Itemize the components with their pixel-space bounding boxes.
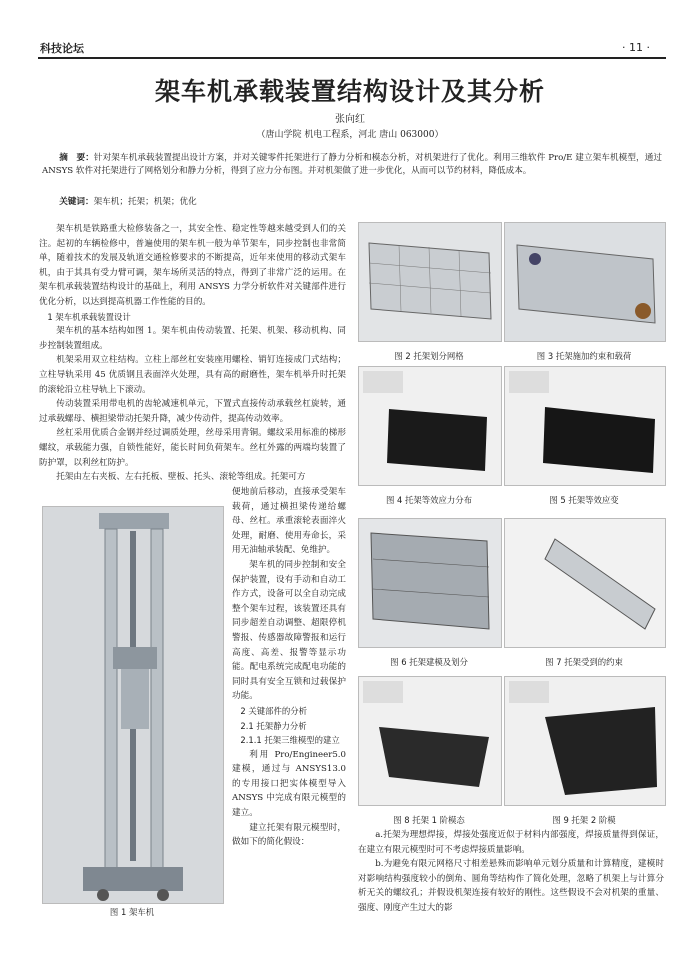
keywords-text: 架车机；托架；机架；优化 — [93, 197, 197, 207]
subsection-heading: 2.1 托架静力分析 — [240, 720, 307, 731]
figure-5-image — [504, 366, 666, 486]
subsubsection-heading: 2.1.1 托架三维模型的建立 — [240, 735, 340, 746]
mesh-drawing — [359, 223, 501, 341]
paragraph: 架车机是铁路重大检修装备之一，其安全性、稳定性等越来越受到人们的关注。起初的车辆检修中，普遍使用的架车机一般为单节架车，同步控制也非常简单，随着技术的发展及轨道交通检修要求的不断提高，近年来使用的移动式架车机，由于其具有受力臂可调，架车场所灵活的特点，得到了非常广泛的运用。在架车机承载装置结构设计的基础上，利用 ANSYS 力学分析软件对关键部件进行优化分析，以达到提高机器工作性能的目的。 — [39, 224, 346, 307]
car-lift-drawing — [43, 507, 223, 903]
mode-2-drawing — [505, 677, 665, 805]
body-column-left — [39, 222, 346, 485]
figure-6-caption: 图 6 托架建模及划分 — [390, 657, 468, 667]
figure-1-caption: 图 1 架车机 — [109, 907, 155, 917]
figure-9-image — [504, 676, 666, 806]
model-mesh-drawing — [359, 519, 501, 647]
page-number: · 11 · — [622, 41, 650, 54]
paragraph: 便地前后移动，直接承受架车载荷，通过横担梁传递给螺母、丝杠。承重滚轮表面淬火处理，耐磨、使用寿命长，采用无油轴承装配、免维护。 — [232, 487, 346, 556]
constraint-view-drawing — [505, 519, 665, 647]
keywords-label: 关键词： — [59, 197, 94, 207]
stress-drawing — [359, 367, 501, 485]
author: 张向红 — [335, 114, 365, 125]
paragraph: 建立托架有限元模型时，做如下的简化假设： — [232, 822, 346, 848]
paragraph: a.托架为理想焊接，焊接处强度近似于材料内部强度，焊接质量得到保证，在建立有限元模型时可不考虑焊接质量影响。 — [358, 830, 664, 855]
figure-6-image — [358, 518, 502, 648]
figure-4-image — [358, 366, 502, 486]
paragraph: 架车机的基本结构如图 1。架车机由传动装置、托架、机架、移动机构、同步控制装置组成。 — [39, 326, 346, 351]
figure-1-image — [42, 506, 224, 904]
figure-7-image — [504, 518, 666, 648]
figure-7-caption: 图 7 托架受到的约束 — [545, 657, 623, 667]
figure-8-caption: 图 8 托架 1 阶模态 — [393, 815, 465, 825]
paper-title: 架车机承载装置结构设计及其分析 — [154, 77, 545, 106]
figure-3-caption: 图 3 托架施加约束和载荷 — [536, 351, 632, 361]
section-heading: 1 架车机承载装置设计 — [47, 311, 131, 322]
abstract-label: 摘 要： — [59, 153, 94, 163]
journal-name: 科技论坛 — [40, 42, 84, 55]
figure-2-image — [358, 222, 502, 342]
figure-9-caption: 图 9 托架 2 阶模 — [552, 815, 616, 825]
strain-drawing — [505, 367, 665, 485]
figure-4-caption: 图 4 托架等效应力分布 — [385, 495, 473, 505]
paragraph: 传动装置采用带电机的齿轮减速机单元，下置式直接传动承载丝杠旋转，通过承载螺母、横担梁带动托架升降，减少传动件，提高传动效率。 — [39, 399, 346, 424]
figure-2-caption: 图 2 托架划分网格 — [394, 351, 464, 361]
constraint-drawing — [505, 223, 665, 341]
body-column-left-narrow — [232, 485, 346, 850]
mode-1-drawing — [359, 677, 501, 805]
paragraph: 机架采用双立柱结构。立柱上部丝杠安装座用螺栓、销钉连接成门式结构；立柱导轨采用 45 优质钢且表面淬火处理，具有高的耐磨性，架车机举升时托架的滚轮沿立柱导轨上下滚动。 — [39, 355, 346, 395]
paragraph: 架车机的同步控制和安全保护装置，设有手动和自动工作方式，设备可以全自动完成整个架车过程，该装置还具有同步超差自动调整、超限停机警报、传感器故障警报和运行高度、高差、报警等显示功能。配电系统完成配电功能的同时具有安全互锁和过载保护功能。 — [232, 559, 346, 702]
paragraph: 托架由左右夹板、左右托板、壁板、托头、滚轮等组成。托架可方 — [56, 472, 306, 483]
abstract-text: 针对架车机承载装置提出设计方案，并对关键零件托架进行了静力分析和模态分析，对机架进行了优化。利用三维软件 Pro/E 建立架车机模型，通过 ANSYS 软件对托架进行了网格划分和静力分析，得到了应力分布图。并对机架做了进一步优化，从而可以节约材料，降低成本。 — [42, 153, 662, 176]
paragraph: b.为避免有限元网格尺寸相差悬殊而影响单元划分质量和计算精度，建模时对影响结构强度较小的倒角、圆角等结构作了简化处理，忽略了机架上与计算分析无关的螺纹孔；并假设机架连接有较好的刚性。这些假设不会对机架的重量、强度、刚度产生过大的影 — [358, 859, 664, 913]
affiliation: （唐山学院 机电工程系，河北 唐山 063000） — [256, 130, 444, 140]
body-column-right — [358, 828, 664, 916]
figure-3-image — [504, 222, 666, 342]
paragraph: 利用 Pro/Engineer5.0 建模，通过与 ANSYS13.0 的专用接口把实体模型导入 ANSYS 中完成有限元模型的建立。 — [232, 749, 346, 819]
abstract — [42, 152, 662, 178]
figure-5-caption: 图 5 托架等效应变 — [549, 495, 619, 505]
paragraph: 丝杠采用优质合金钢并经过调质处理，丝母采用青铜。螺纹采用标准的梯形螺纹，承载能力强，自锁性能好，能长时间负荷架车。丝杠外露的两端均装置了防护罩，以利丝杠防护。 — [39, 428, 346, 468]
figure-8-image — [358, 676, 502, 806]
keywords — [42, 196, 662, 209]
header-rule — [38, 57, 666, 59]
section-heading: 2 关键部件的分析 — [240, 705, 308, 716]
